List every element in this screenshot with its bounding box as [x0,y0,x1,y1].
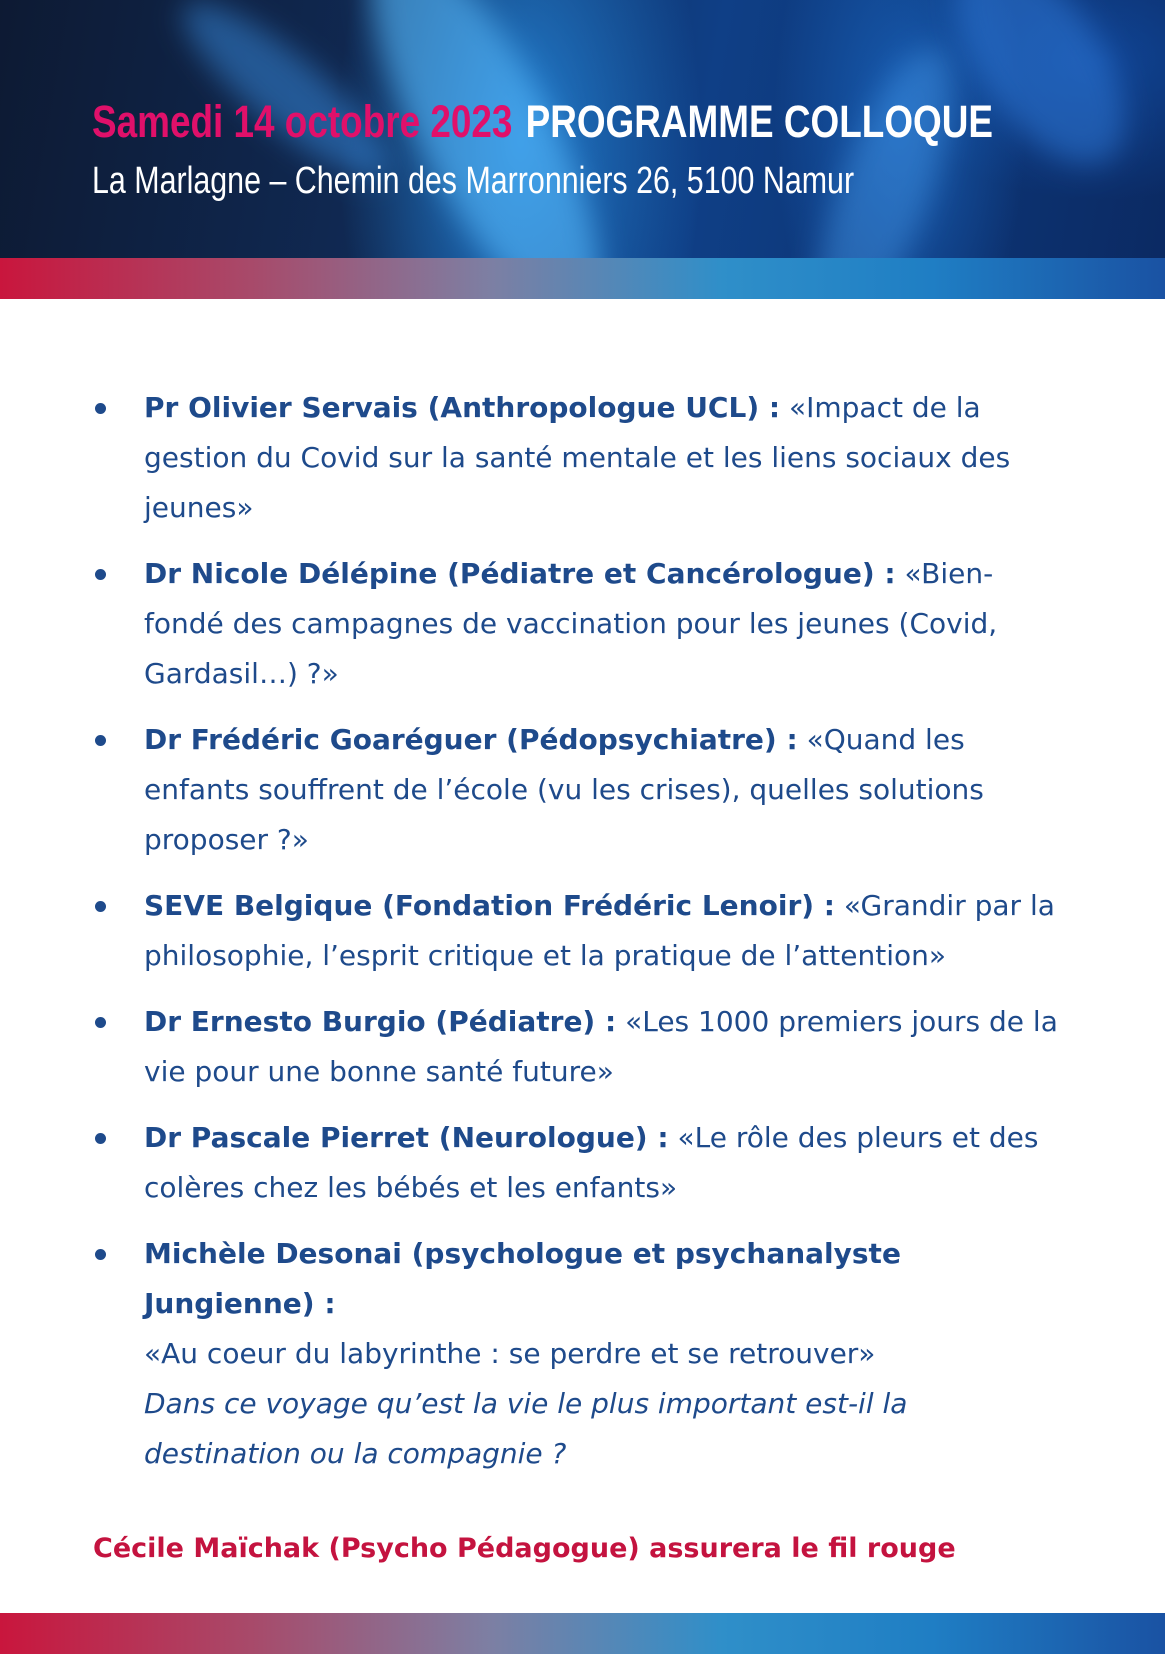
program-item [0,383,1064,533]
program-item [0,997,1064,1097]
talk-title: «Bien-fondé des campagnes de vaccination pour les jeunes (Covid, Gardasil…) ?» [144,557,998,690]
header-banner [0,0,1165,258]
program-item [0,1229,1064,1479]
program-item [0,1113,1064,1213]
talk-title: «Quand les enfants souffrent de l’école (vu les crises), quelles solutions proposer ?» [144,723,984,856]
speaker-name: Pr Olivier Servais (Anthropologue UCL) : [144,391,781,424]
program-item [0,715,1064,865]
program-title: PROGRAMME COLLOQUE [525,96,993,147]
speaker-name: Dr Ernesto Burgio (Pédiatre) : [144,1005,617,1038]
speaker-name: Dr Frédéric Goaréguer (Pédopsychiatre) : [144,723,798,756]
moderator-note: Cécile Maïchak (Psycho Pédagogue) assurera le fil rouge [93,1533,956,1564]
event-date: Samedi 14 octobre 2023 [92,96,513,147]
bullet-icon [95,1133,106,1144]
bullet-icon [95,1249,106,1260]
bullet-icon [95,1017,106,1028]
speaker-name: Dr Pascale Pierret (Neurologue) : [144,1121,669,1154]
bullet-icon [95,735,106,746]
talk-description: Dans ce voyage qu’est la vie le plus important est-il la destination ou la compagnie ? [144,1387,908,1470]
talk-title: «Grandir par la philosophie, l’esprit critique et la pratique de l’attention» [144,889,1055,972]
speaker-name: Michèle Desonai (psychologue et psychanalyste Jungienne) : [144,1237,901,1320]
speaker-name: SEVE Belgique (Fondation Frédéric Lenoir) : [144,889,835,922]
talk-title: «Impact de la gestion du Covid sur la santé mentale et les liens sociaux des jeunes» [144,391,1011,524]
venue-address: La Marlagne – Chemin des Marronniers 26, 5100 Namur [92,160,855,202]
speaker-name: Dr Nicole Délépine (Pédiatre et Cancérologue) : [144,557,896,590]
talk-title: «Les 1000 premiers jours de la vie pour une bonne santé future» [144,1005,1058,1088]
talk-title: «Le rôle des pleurs et des colères chez les bébés et les enfants» [144,1121,1039,1204]
program-list [0,383,1165,1495]
bullet-icon [95,901,106,912]
gradient-band-bottom [0,1613,1165,1654]
program-item [0,549,1064,699]
program-item [0,881,1064,981]
talk-title: «Au coeur du labyrinthe : se perdre et se retrouver» [144,1337,876,1370]
gradient-band-top [0,258,1165,299]
header-title [92,92,993,152]
bullet-icon [95,569,106,580]
bullet-icon [95,403,106,414]
